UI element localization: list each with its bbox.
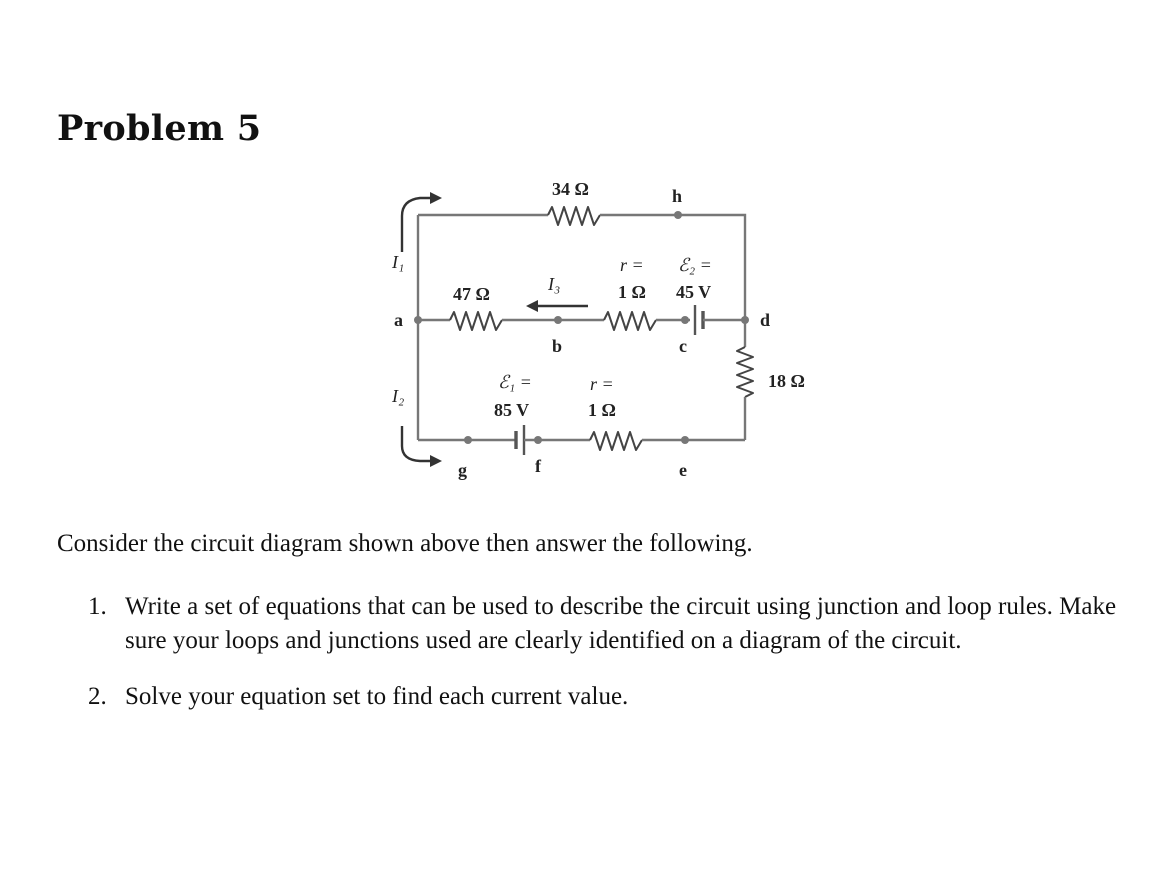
label-emf2: ℰ₂ = — [678, 255, 712, 275]
label-emf1-internal-r-value: 1 Ω — [588, 400, 616, 420]
label-node-b: b — [552, 336, 563, 356]
label-resistor-47: 47 Ω — [453, 284, 490, 304]
question-text: Write a set of equations that can be used to describe the circuit using junction and loop rules. Make sure your loops and junctions used are clearly identified on a diagram of the circuit. — [125, 593, 1117, 654]
label-node-e: e — [679, 460, 687, 480]
label-emf1-value: 85 V — [494, 400, 530, 420]
question-number: 2. — [88, 683, 107, 710]
label-node-h: h — [672, 186, 683, 206]
node-c — [681, 316, 689, 324]
question-item — [88, 590, 1148, 658]
node-b — [554, 316, 562, 324]
resistor-internal-r2 — [604, 312, 656, 330]
label-emf2-internal-r: r = — [620, 255, 644, 275]
node-h — [674, 211, 682, 219]
label-node-g: g — [458, 460, 467, 480]
problem-intro: Consider the circuit diagram shown above then answer the following. — [57, 530, 753, 557]
question-list — [88, 590, 1148, 736]
resistor-18-ohm — [737, 347, 753, 397]
current-i3-arrowhead — [526, 300, 538, 312]
label-node-f: f — [535, 456, 541, 476]
label-current-i2: I₂ — [392, 386, 405, 406]
label-current-i1: I₁ — [392, 252, 405, 272]
label-emf1-internal-r: r = — [590, 374, 614, 394]
label-node-a: a — [394, 310, 403, 330]
label-current-i3: I₃ — [548, 274, 561, 294]
current-i2-arrowhead — [430, 455, 442, 467]
node-e — [681, 436, 689, 444]
question-number: 1. — [88, 593, 107, 620]
node-f — [534, 436, 542, 444]
resistor-34-ohm — [548, 207, 600, 225]
label-emf2-value: 45 V — [676, 282, 712, 302]
resistor-internal-r1 — [590, 432, 642, 450]
label-resistor-34: 34 Ω — [552, 179, 589, 199]
question-item — [88, 680, 1148, 714]
question-text: Solve your equation set to find each current value. — [125, 683, 629, 710]
resistor-47-ohm — [450, 312, 502, 330]
node-g — [464, 436, 472, 444]
node-a — [414, 316, 422, 324]
problem-title: Problem 5 — [57, 108, 262, 149]
label-emf2-internal-r-value: 1 Ω — [618, 282, 646, 302]
current-i1-arrowhead — [430, 192, 442, 204]
label-node-c: c — [679, 336, 687, 356]
label-resistor-18: 18 Ω — [768, 371, 805, 391]
label-emf1: ℰ₁ = — [498, 372, 532, 392]
circuit-diagram — [380, 170, 840, 490]
label-node-d: d — [760, 310, 771, 330]
